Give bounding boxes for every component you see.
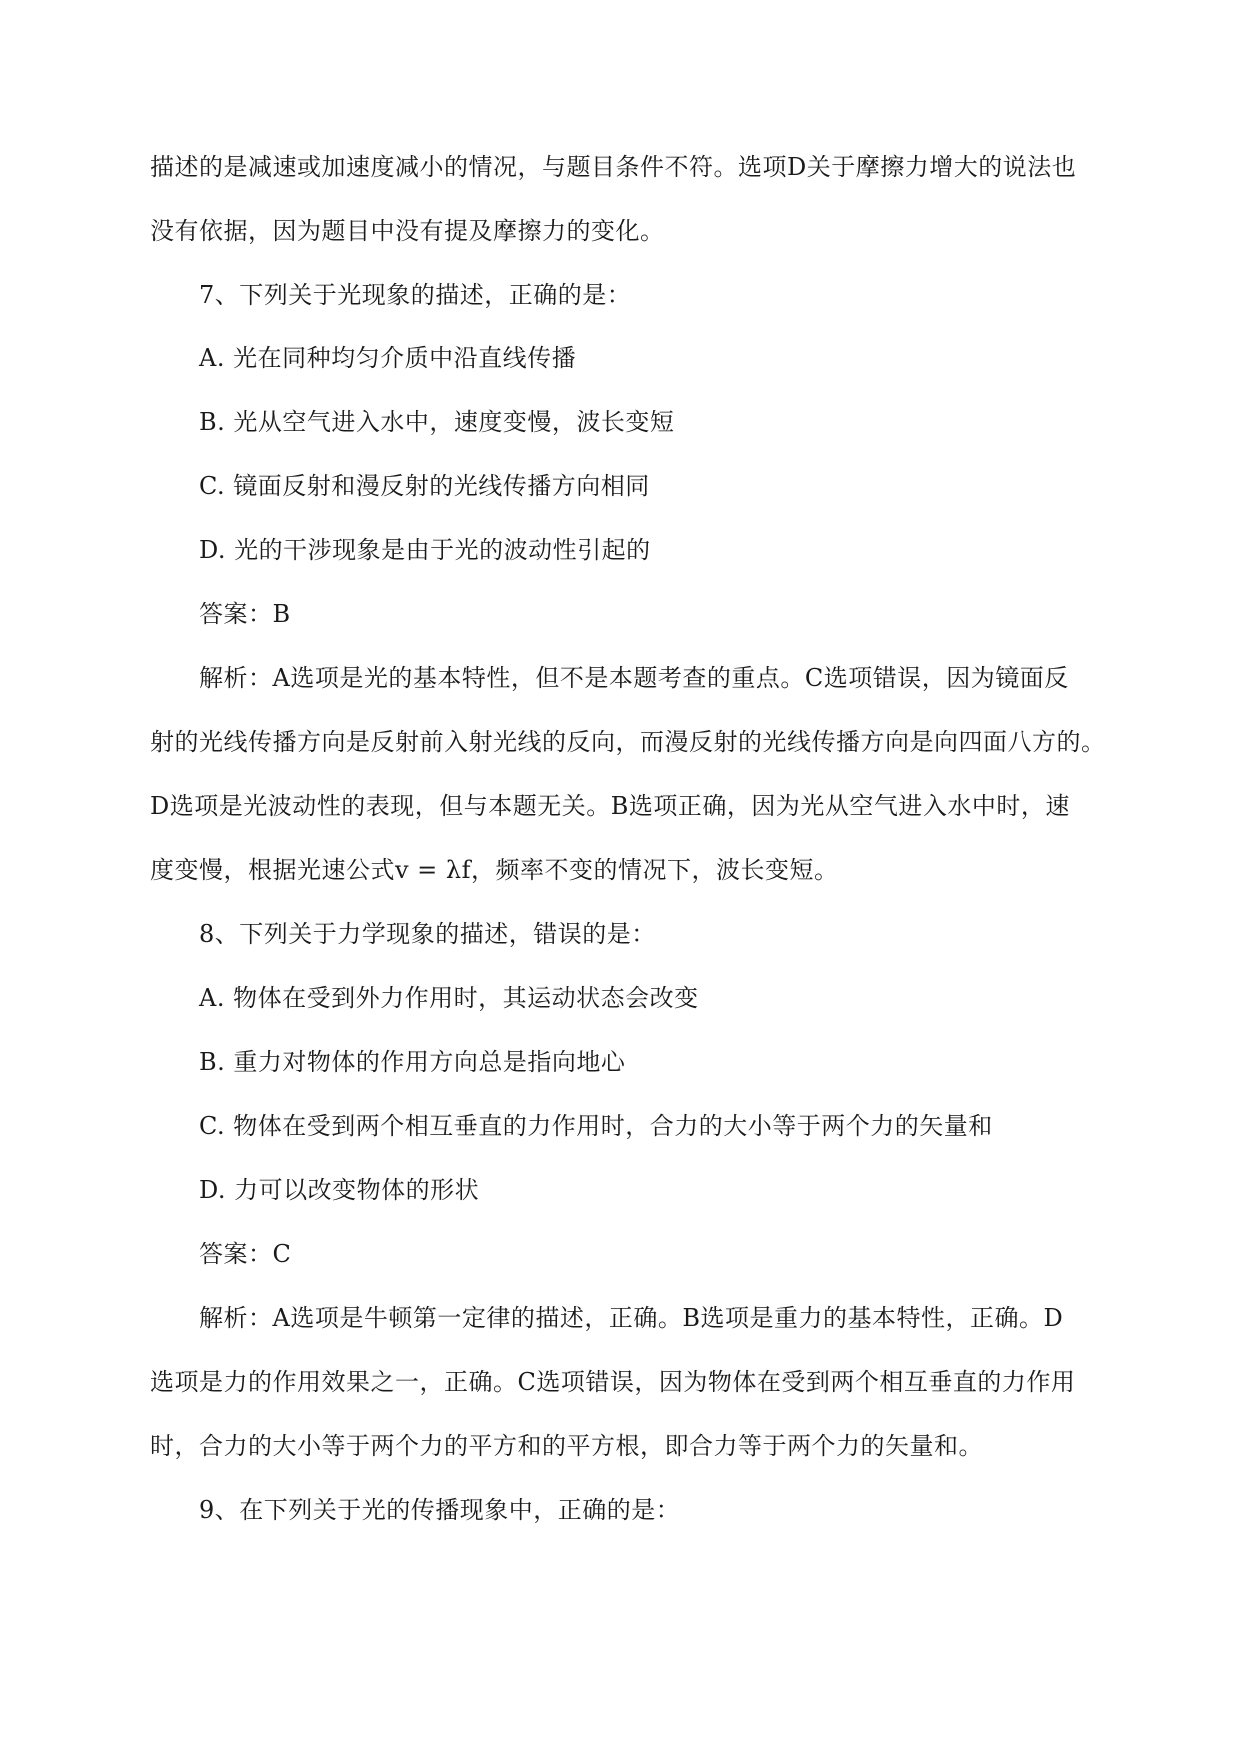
paragraph-line: 描述的是减速或加速度减小的情况，与题目条件不符。选项D关于摩擦力增大的说法也 xyxy=(150,153,1077,181)
question-8-stem: 8、下列关于力学现象的描述，错误的是： xyxy=(199,920,656,948)
question-8-answer: 答案：C xyxy=(199,1240,292,1268)
question-8-option-c: C. 物体在受到两个相互垂直的力作用时，合力的大小等于两个力的矢量和 xyxy=(199,1112,993,1140)
question-8-analysis-line: 解析：A选项是牛顿第一定律的描述，正确。B选项是重力的基本特性，正确。D xyxy=(199,1304,1064,1332)
question-7-option-d: D. 光的干涉现象是由于光的波动性引起的 xyxy=(199,536,651,564)
question-7-answer: 答案：B xyxy=(199,600,291,628)
paragraph-line: 没有依据，因为题目中没有提及摩擦力的变化。 xyxy=(150,217,665,245)
question-7-analysis-line: 解析：A选项是光的基本特性，但不是本题考查的重点。C选项错误，因为镜面反 xyxy=(199,664,1069,692)
question-8-analysis-line: 时，合力的大小等于两个力的平方和的平方根，即合力等于两个力的矢量和。 xyxy=(150,1432,983,1460)
question-8-option-d: D. 力可以改变物体的形状 xyxy=(199,1176,480,1204)
question-8-analysis-line: 选项是力的作用效果之一，正确。C选项错误，因为物体在受到两个相互垂直的力作用 xyxy=(150,1368,1076,1396)
question-9-stem: 9、在下列关于光的传播现象中，正确的是： xyxy=(199,1496,681,1524)
question-7-analysis-line: 射的光线传播方向是反射前入射光线的反向，而漫反射的光线传播方向是向四面八方的。 xyxy=(150,728,1106,756)
question-7-stem: 7、下列关于光现象的描述，正确的是： xyxy=(199,281,632,309)
question-7-option-b: B. 光从空气进入水中，速度变慢，波长变短 xyxy=(199,408,675,436)
question-8-option-a: A. 物体在受到外力作用时，其运动状态会改变 xyxy=(199,984,699,1012)
question-8-option-b: B. 重力对物体的作用方向总是指向地心 xyxy=(199,1048,626,1076)
question-7-option-a: A. 光在同种均匀介质中沿直线传播 xyxy=(199,344,577,372)
question-7-analysis-line: 度变慢，根据光速公式v = λf，频率不变的情况下，波长变短。 xyxy=(150,856,839,884)
question-7-analysis-line: D选项是光波动性的表现，但与本题无关。B选项正确，因为光从空气进入水中时，速 xyxy=(150,792,1070,820)
question-7-option-c: C. 镜面反射和漫反射的光线传播方向相同 xyxy=(199,472,650,500)
